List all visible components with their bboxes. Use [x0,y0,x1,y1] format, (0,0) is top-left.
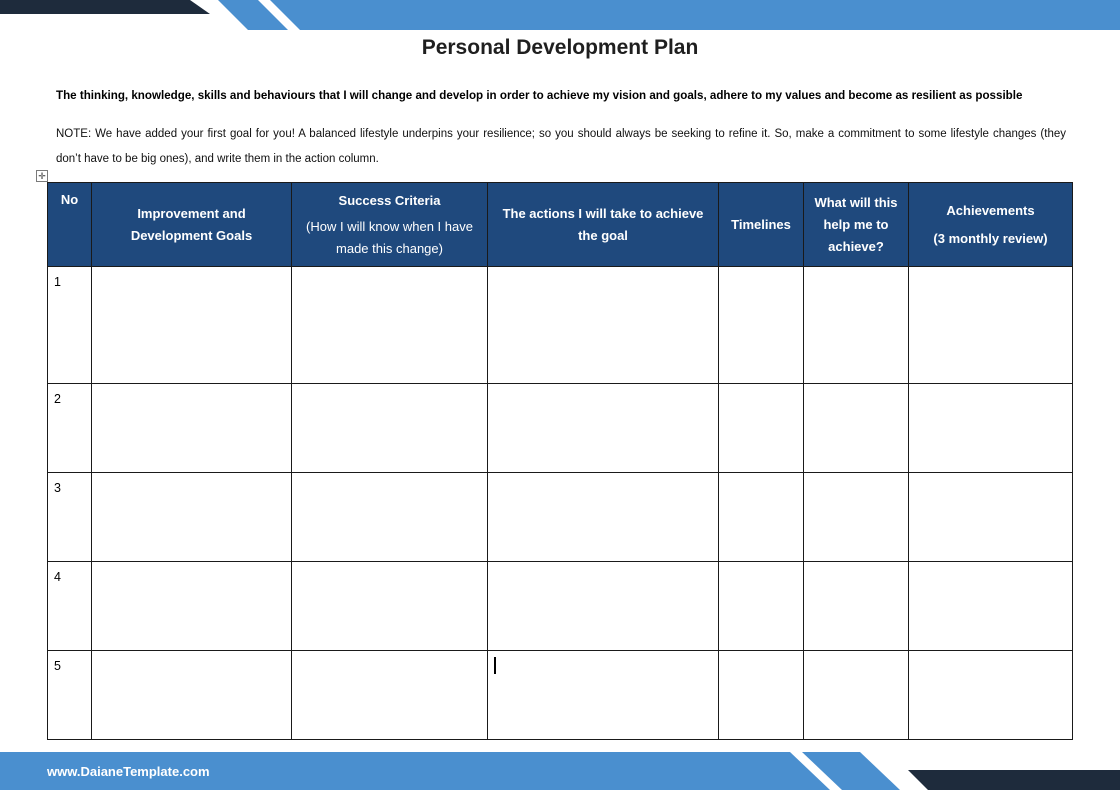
header-criteria-sub: (How I will know when I have made this change) [306,218,473,256]
help-cell[interactable] [804,267,909,384]
header-timelines: Timelines [719,183,804,267]
table-header-row [48,183,1073,267]
header-achievements [909,183,1073,267]
header-success-criteria [292,183,488,267]
header-help-line3: achieve? [828,238,884,254]
goal-cell[interactable] [92,267,292,384]
header-help [804,183,909,267]
timelines-cell[interactable] [719,562,804,651]
goal-cell[interactable] [92,651,292,740]
text-cursor [494,657,496,674]
row-number: 2 [48,384,92,473]
achievements-cell[interactable] [909,562,1073,651]
achievements-cell[interactable] [909,651,1073,740]
criteria-cell[interactable] [292,267,488,384]
achievements-cell[interactable] [909,267,1073,384]
actions-cell[interactable] [488,562,719,651]
actions-cell[interactable] [488,267,719,384]
criteria-cell[interactable] [292,384,488,473]
help-cell[interactable] [804,473,909,562]
table-row [48,384,1073,473]
timelines-cell[interactable] [719,473,804,562]
page-title: Personal Development Plan [421,36,699,59]
table-row [48,651,1073,740]
actions-cell[interactable] [488,473,719,562]
help-cell[interactable] [804,562,909,651]
help-cell[interactable] [804,651,909,740]
top-banner [0,0,1120,30]
timelines-cell[interactable] [719,384,804,473]
criteria-cell[interactable] [292,562,488,651]
header-no: No [48,183,92,267]
header-achieve-title: Achievements [946,202,1035,218]
header-criteria-title: Success Criteria [338,192,441,208]
note-text[interactable]: NOTE: We have added your first goal for you! A balanced lifestyle underpins your resilience; so you should always be seeking to refine it. So, make a commitment to some lifestyle changes (they don’t have to be big ones), and write them in the action column. [56,128,1066,165]
header-help-line1: What will this [814,194,898,210]
table-row [48,562,1073,651]
row-number: 4 [48,562,92,651]
timelines-cell[interactable] [719,267,804,384]
criteria-cell[interactable] [292,651,488,740]
timelines-cell[interactable] [719,651,804,740]
header-achieve-sub: (3 monthly review) [933,230,1048,246]
actions-cell[interactable] [488,651,719,740]
table-move-handle-icon[interactable]: ✛ [36,170,48,182]
header-actions: The actions I will take to achieve the goal [488,183,719,267]
table-row [48,267,1073,384]
development-plan-table [47,182,1073,740]
help-cell[interactable] [804,384,909,473]
achievements-cell[interactable] [909,384,1073,473]
actions-cell[interactable] [488,384,719,473]
row-number: 5 [48,651,92,740]
goal-cell[interactable] [92,384,292,473]
row-number: 1 [48,267,92,384]
footer-url-link[interactable]: www.DaianeTemplate.com [47,764,210,779]
row-number: 3 [48,473,92,562]
criteria-cell[interactable] [292,473,488,562]
header-help-line2: help me to [823,216,889,232]
table-row [48,473,1073,562]
achievements-cell[interactable] [909,473,1073,562]
goal-cell[interactable] [92,473,292,562]
subtitle: The thinking, knowledge, skills and behaviours that I will change and develop in order to achieve my vision and goals, adhere to my values and become as resilient as possible [56,89,1023,102]
header-goals [92,183,292,267]
header-goals-line1: Improvement and [137,205,246,221]
goal-cell[interactable] [92,562,292,651]
header-goals-line2: Development Goals [130,227,253,243]
